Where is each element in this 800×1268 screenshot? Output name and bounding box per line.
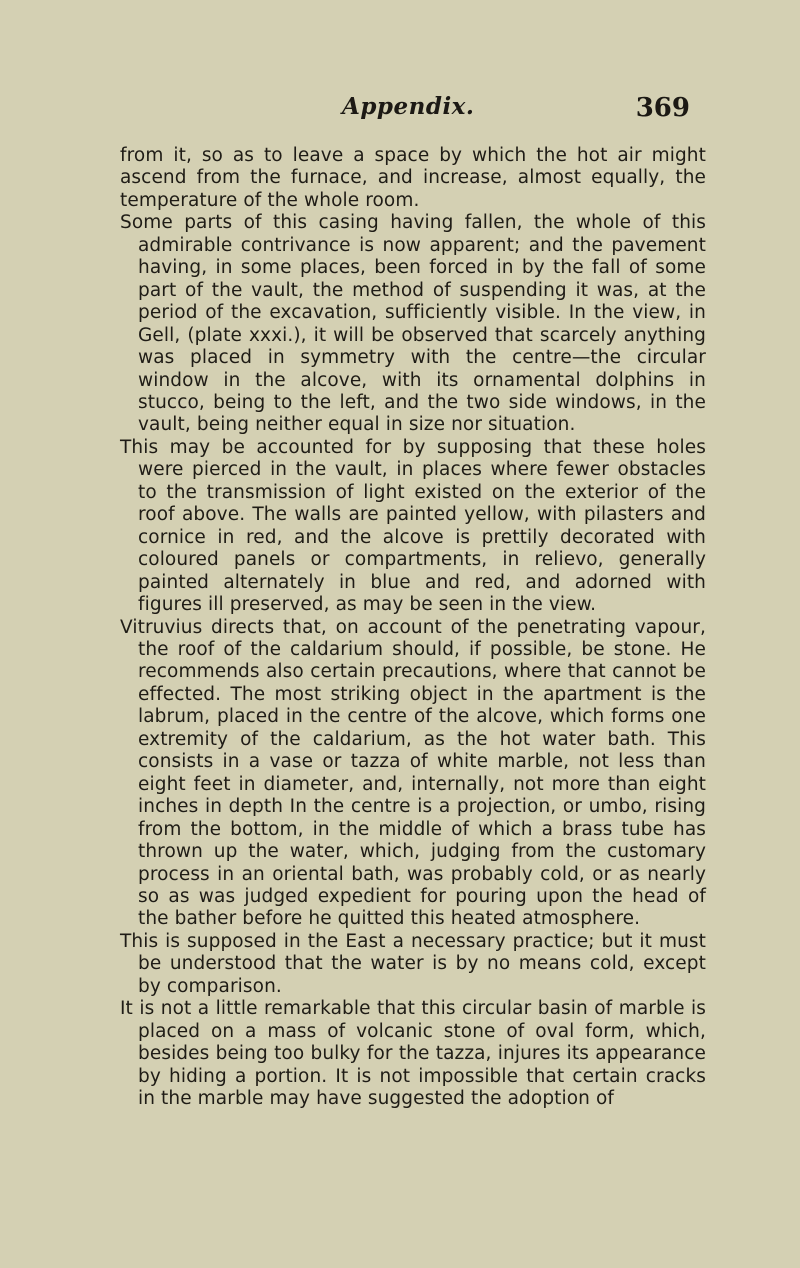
paragraph: This may be accounted for by supposing that these holes were pierced in the vault, in places where fewer obstacles to the transmission of light existed on the exterior of the roof above. The walls are painted yellow, with pilasters and cornice in red, and the alcove is prettily decorated with coloured panels or compartments, in relievo, generally painted alternately in blue and red, and adorned with figures ill preserved, as may be seen in the view. bbox=[120, 436, 706, 616]
paragraph: Vitruvius directs that, on account of the penetrating vapour, the roof of the caldarium should, if possible, be stone. He recommends also certain precautions, where that cannot be effected. The most striking object in the apartment is the labrum, placed in the centre of the alcove, which forms one extremity of the caldarium, as the hot water bath. This consists in a vase or tazza of white marble, not less than eight feet in diameter, and, internally, not more than eight inches in depth In the centre is a projection, or umbo, rising from the bottom, in the middle of which a brass tube has thrown up the water, which, judging from the customary process in an oriental bath, was probably cold, or as nearly so as was judged expedient for pouring upon the head of the bather before he quitted this heated atmosphere. bbox=[120, 616, 706, 930]
paragraph: It is not a little remarkable that this circular basin of marble is placed on a mass of volcanic stone of oval form, which, besides being too bulky for the tazza, injures its appearance by hiding a portion. It is not impossible that certain cracks in the marble may have suggested the adoption of bbox=[120, 998, 706, 1110]
running-head bbox=[120, 93, 690, 133]
running-title: Appendix. bbox=[342, 93, 475, 120]
paragraph: This is supposed in the East a necessary practice; but it must be understood that the water is by no means cold, except by comparison. bbox=[120, 930, 706, 997]
page-number: 369 bbox=[635, 93, 690, 123]
body-text bbox=[120, 145, 706, 1110]
paragraph: Some parts of this casing having fallen, the whole of this admirable contrivance is now apparent; and the pavement having, in some places, been forced in by the fall of some part of the vault, the method of suspending it was, at the period of the excavation, sufficiently visible. In the view, in Gell, (plate xxxi.), it will be observed that scarcely anything was placed in symmetry with the centre—the circular window in the alcove, with its ornamental dolphins in stucco, being to the left, and the two side windows, in the vault, being neither equal in size nor situation. bbox=[120, 212, 706, 436]
paragraph: from it, so as to leave a space by which the hot air might ascend from the furnace, and increase, almost equally, the temperature of the whole room. bbox=[120, 145, 706, 211]
